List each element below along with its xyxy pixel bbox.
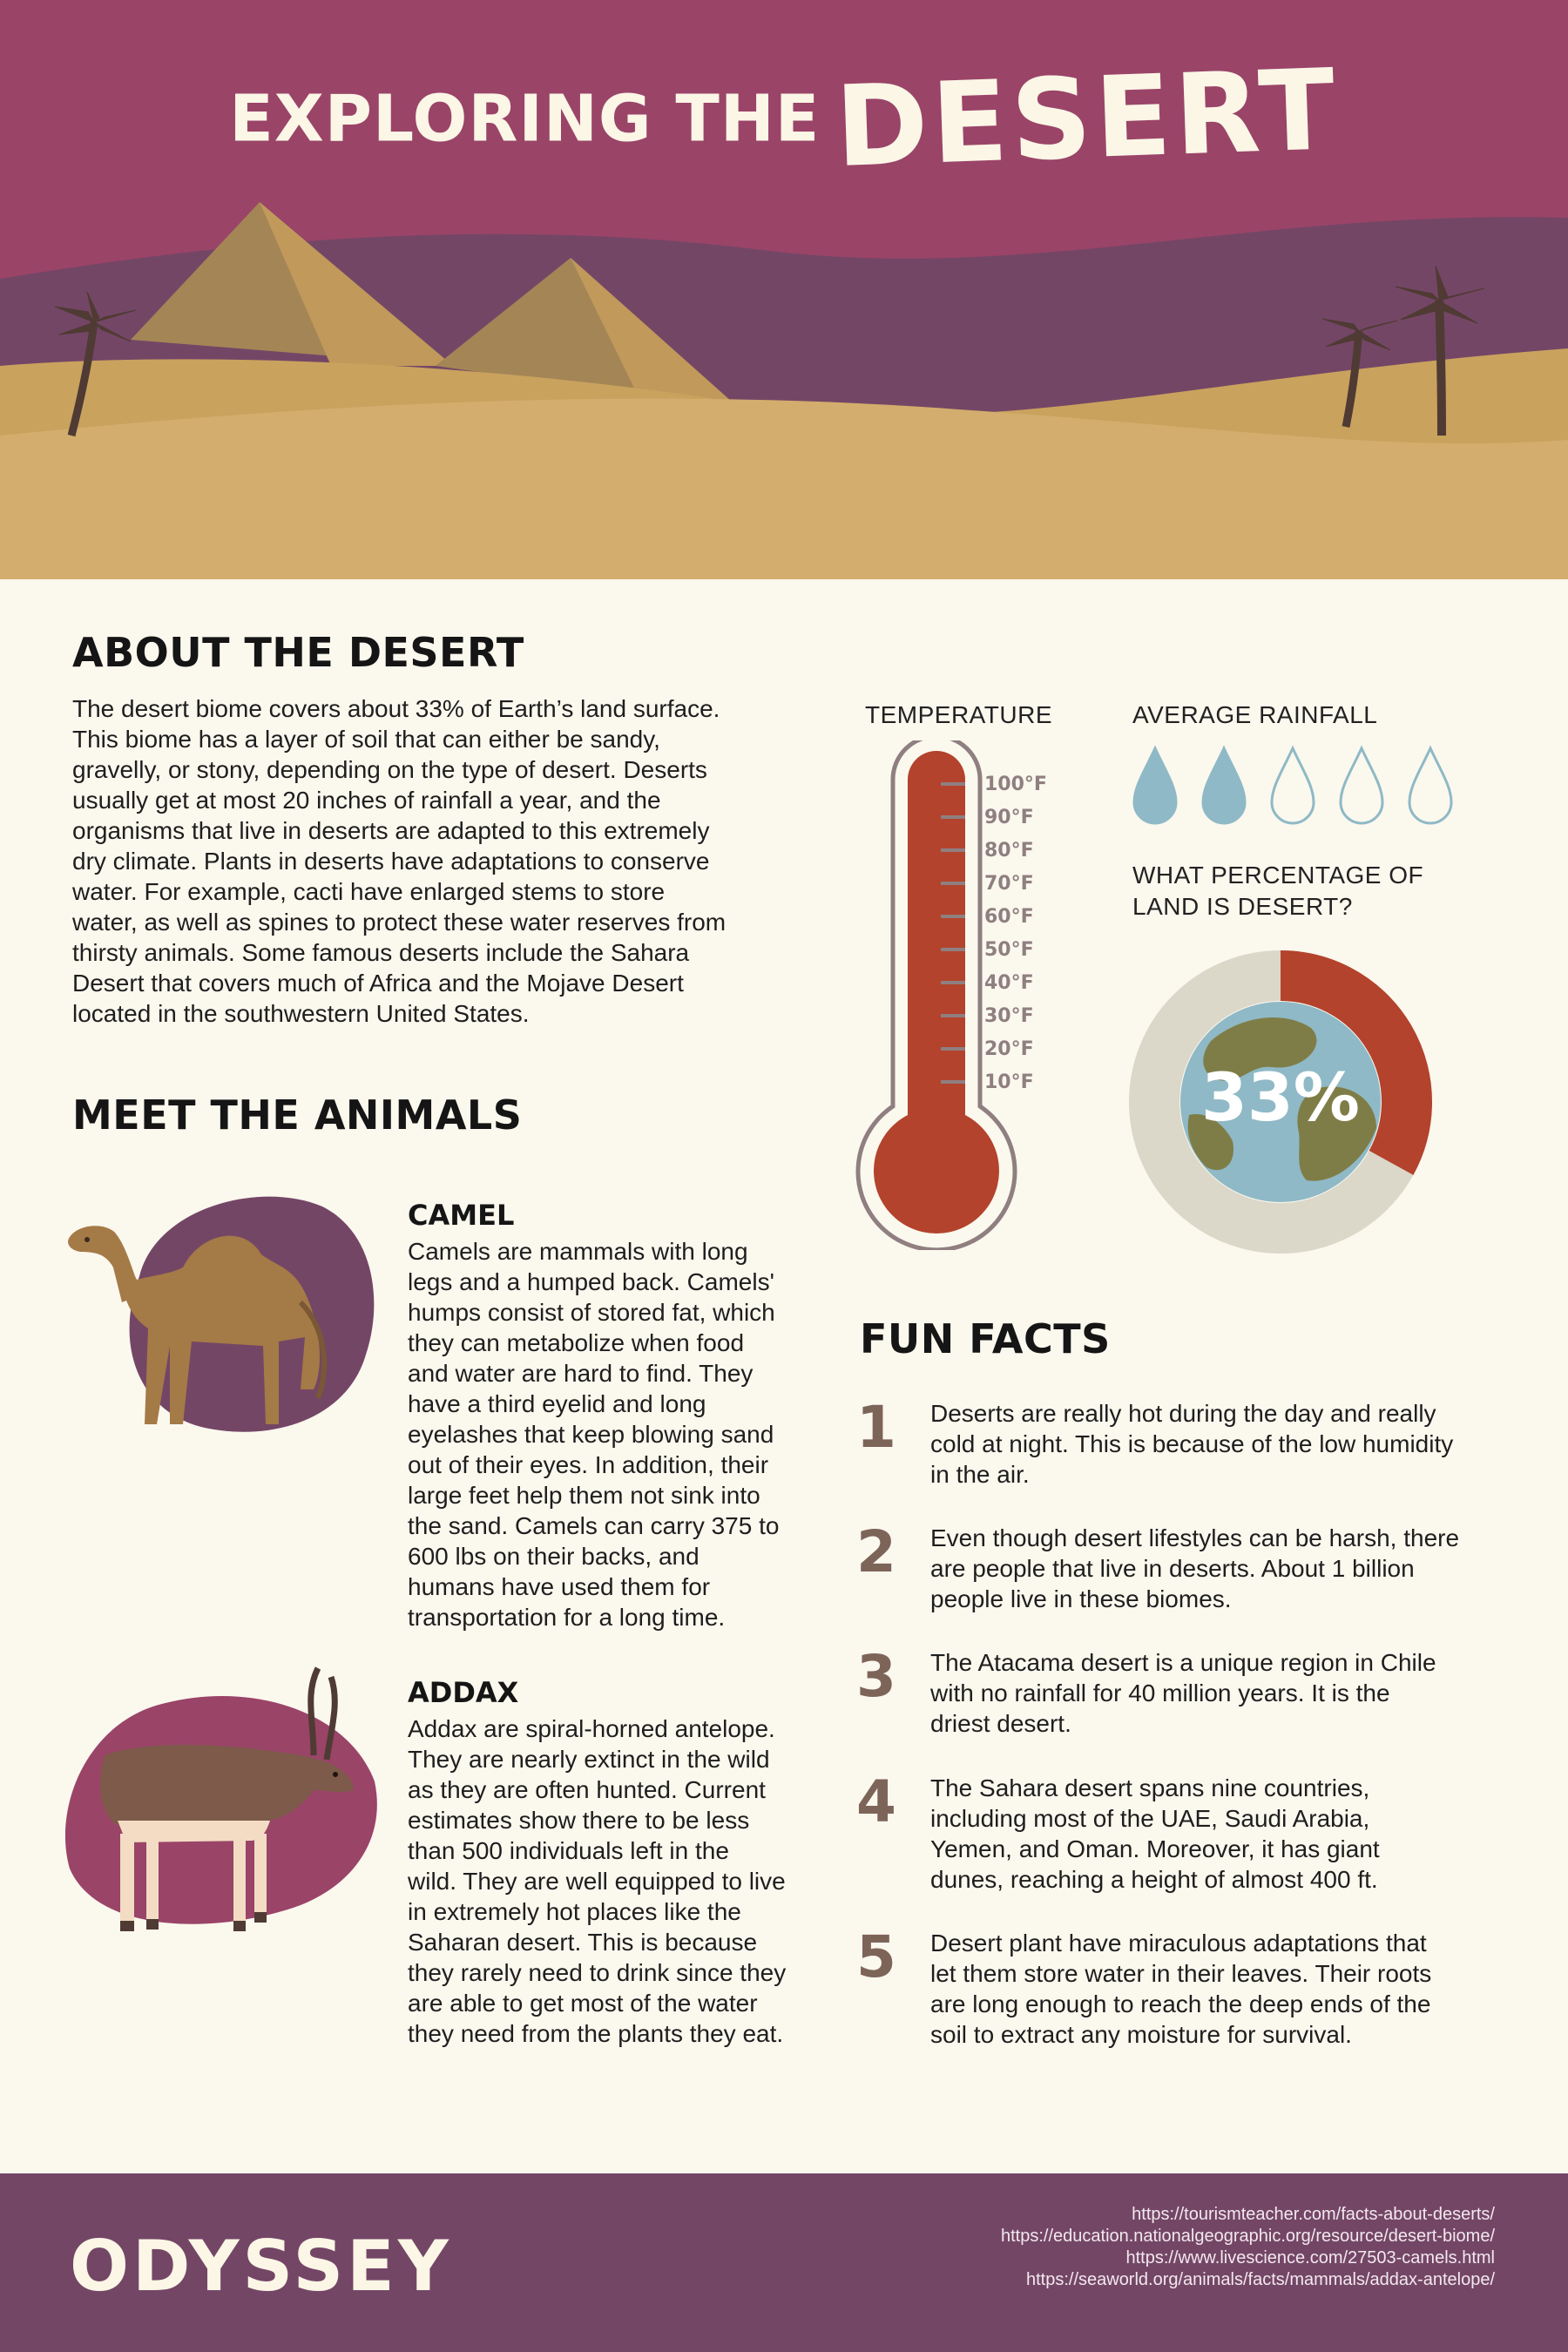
addax-illustration xyxy=(52,1659,383,1947)
fact-number-4: 4 xyxy=(856,1768,896,1835)
header-banner xyxy=(0,0,1568,579)
title-prefix: EXPLORING THE xyxy=(229,81,821,157)
temp-tick-60: 60°F xyxy=(984,906,1034,928)
title-main: DESERT xyxy=(833,44,1342,193)
rainfall-drops xyxy=(1131,745,1462,832)
temp-tick-30: 30°F xyxy=(984,1005,1034,1027)
about-paragraph: The desert biome covers about 33% of Earth’s land surface. This biome has a layer of soil that can either be sandy, gravelly, or stony, depending on the type of desert. Deserts usually get at most 20 inches of rainfall a year, and the organisms that live in deserts are adapted to this extremely dry climate. Plants in deserts have adaptations to conserve water. For example, cacti have enlarged stems to store water, as well as spines to protect these water reserves from thirsty animals. Some famous deserts include the Sahara Desert that covers much of Africa and the Mojave Desert located in the southwestern United States. xyxy=(72,695,727,1027)
addax-name: ADDAX xyxy=(408,1676,519,1709)
fact-text-2: Even though desert lifestyles can be harsh, there are people that live in deserts. About 1 billion people live in these biomes. xyxy=(930,1524,1460,1612)
odyssey-logo: ODYSSEY xyxy=(70,2226,452,2307)
percentage-question: WHAT PERCENTAGE OF LAND IS DESERT? xyxy=(1132,862,1424,920)
fact-number-3: 3 xyxy=(856,1643,896,1710)
addax-description: Addax are spiral-horned antelope. They are nearly extinct in the wild as they are often hunted. Current estimates show there to be less than 500 individuals left in the wild. They are well equipped to live in extremely hot places like the Saharan desert. This is because they rarely need to drink since they are able to get most of the water they need from the plants they eat. xyxy=(408,1715,787,2047)
fun-facts-heading: FUN FACTS xyxy=(860,1315,1111,1362)
sources-list xyxy=(1001,2204,1495,2291)
percentage-value: 33% xyxy=(1201,1058,1360,1136)
temp-tick-20: 20°F xyxy=(984,1038,1034,1060)
animals-heading: MEET THE ANIMALS xyxy=(72,1092,523,1139)
about-heading: ABOUT THE DESERT xyxy=(72,629,524,676)
fact-number-5: 5 xyxy=(856,1923,896,1990)
fact-text-5: Desert plant have miraculous adaptations that let them store water in their leaves. Their roots are long enough to reach the deep ends of the soil to extract any moisture for survival. xyxy=(930,1930,1432,2048)
temp-tick-50: 50°F xyxy=(984,939,1034,961)
temp-tick-80: 80°F xyxy=(984,840,1034,862)
temp-tick-70: 70°F xyxy=(984,873,1034,895)
fact-text-3: The Atacama desert is a unique region in Chile with no rainfall for 40 million years. It is the driest desert. xyxy=(930,1649,1436,1737)
temperature-label: TEMPERATURE xyxy=(865,701,1052,728)
camel-description: Camels are mammals with long legs and a humped back. Camels' humps consist of stored fat, which they can metabolize when food and water are hard to find. They have a third eyelid and long eyelashes that keep blowing sand out of their eyes. In addition, their large feet help them not sink into the sand. Camels can carry 375 to 600 lbs on their backs, and humans have used them for transportation for a long time. xyxy=(408,1238,780,1631)
fact-text-4: The Sahara desert spans nine countries, including most of the UAE, Saudi Arabia, Yemen, and Oman. Moreover, it has giant dunes, reaching a height of almost 400 ft. xyxy=(930,1774,1380,1893)
raindrop-filled-icon xyxy=(1131,745,1179,828)
rainfall-label: AVERAGE RAINFALL xyxy=(1132,701,1378,728)
source-link[interactable]: https://tourismteacher.com/facts-about-deserts/ xyxy=(1132,2205,1495,2224)
raindrop-empty-icon xyxy=(1406,745,1455,828)
source-link[interactable]: https://seaworld.org/animals/facts/mammals/addax-antelope/ xyxy=(1025,2270,1495,2289)
temp-tick-10: 10°F xyxy=(984,1071,1034,1093)
fact-number-2: 2 xyxy=(856,1518,896,1585)
fact-number-1: 1 xyxy=(856,1394,896,1461)
camel-illustration xyxy=(61,1172,392,1450)
source-link[interactable]: https://www.livescience.com/27503-camels.html xyxy=(1125,2248,1495,2268)
temp-tick-90: 90°F xyxy=(984,807,1034,828)
raindrop-empty-icon xyxy=(1268,745,1317,828)
source-link[interactable]: https://education.nationalgeographic.org/resource/desert-biome/ xyxy=(1000,2227,1495,2246)
temp-tick-100: 100°F xyxy=(984,774,1047,795)
page-title xyxy=(0,44,1568,193)
raindrop-filled-icon xyxy=(1200,745,1248,828)
temp-tick-40: 40°F xyxy=(984,972,1034,994)
camel-name: CAMEL xyxy=(408,1199,515,1232)
raindrop-empty-icon xyxy=(1337,745,1386,828)
fact-text-1: Deserts are really hot during the day and really cold at night. This is because of the low humidity in the air. xyxy=(930,1400,1454,1488)
